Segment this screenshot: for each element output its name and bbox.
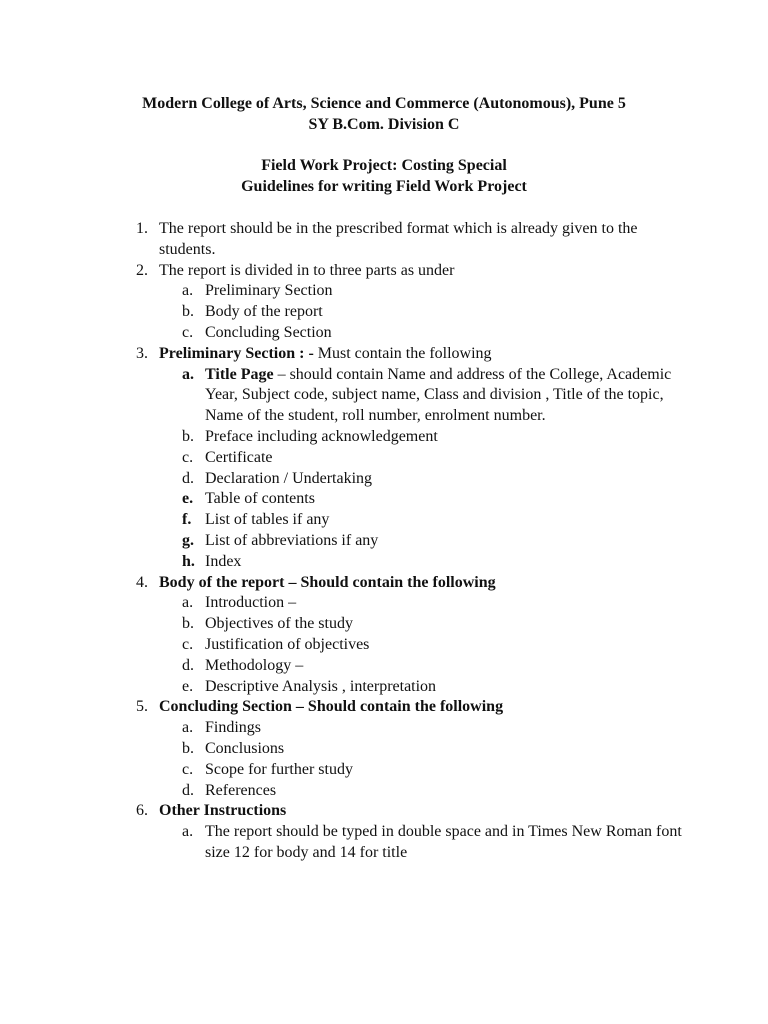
sub-list-text bbox=[205, 323, 696, 344]
sub-list-text bbox=[205, 635, 696, 656]
sub-list bbox=[159, 593, 696, 697]
sub-list-item bbox=[182, 469, 696, 490]
list-number: 6. bbox=[136, 802, 148, 820]
sub-list-item bbox=[182, 635, 696, 656]
sub-list-item bbox=[182, 510, 696, 531]
sub-list-description: Introduction – bbox=[205, 594, 297, 612]
sub-list-letter: b. bbox=[182, 303, 194, 321]
sub-list-letter: g. bbox=[182, 531, 194, 549]
sub-list-letter: e. bbox=[182, 677, 194, 695]
sub-list-letter: c. bbox=[182, 635, 194, 653]
sub-list-item bbox=[182, 760, 696, 781]
sub-list-text bbox=[205, 760, 696, 781]
list-item-description: The report is divided in to three parts as under bbox=[159, 261, 455, 279]
list-item-heading: Preliminary Section : - bbox=[159, 344, 318, 362]
project-title: Field Work Project: Costing Special bbox=[261, 157, 507, 175]
sub-list-text bbox=[205, 510, 696, 531]
sub-list-letter: c. bbox=[182, 448, 194, 466]
sub-list-description: Scope for further study bbox=[205, 760, 353, 778]
sub-list-description: The report should be typed in double space and in Times New Roman font size 12 for body and 14 for title bbox=[205, 823, 682, 861]
sub-list-description: – should contain Name and address of the College, Academic Year, Subject code, subject name, Class and division , Title of the topic, Name of the student, roll number, enrolment number. bbox=[205, 365, 672, 425]
sub-list-description: List of tables if any bbox=[205, 511, 330, 529]
sub-list-letter: a. bbox=[182, 282, 194, 300]
sub-list-item bbox=[182, 677, 696, 698]
sub-list-item bbox=[182, 427, 696, 448]
sub-list-text bbox=[205, 469, 696, 490]
list-item-text bbox=[159, 261, 696, 282]
sub-list-letter: e. bbox=[182, 490, 194, 508]
sub-list-item bbox=[182, 302, 696, 323]
sub-list-description: Index bbox=[205, 552, 242, 570]
sub-list-item bbox=[182, 739, 696, 760]
sub-list-text bbox=[205, 614, 696, 635]
sub-list-text bbox=[205, 281, 696, 302]
list-item bbox=[136, 697, 696, 801]
list-item bbox=[136, 261, 696, 344]
sub-list-description: Preface including acknowledgement bbox=[205, 427, 438, 445]
sub-list-item bbox=[182, 323, 696, 344]
list-item-heading: Body of the report – Should contain the following bbox=[159, 573, 496, 591]
sub-list bbox=[159, 718, 696, 801]
sub-list-text bbox=[205, 718, 696, 739]
sub-list-description: Declaration / Undertaking bbox=[205, 469, 373, 487]
sub-list-description: Preliminary Section bbox=[205, 282, 333, 300]
sub-list bbox=[159, 281, 696, 343]
sub-list-description: Table of contents bbox=[205, 490, 315, 508]
college-name: Modern College of Arts, Science and Commerce (Autonomous), Pune 5 bbox=[142, 95, 626, 112]
sub-list-description: Objectives of the study bbox=[205, 615, 353, 633]
sub-list-text bbox=[205, 739, 696, 760]
sub-list bbox=[159, 822, 696, 864]
sub-list-text bbox=[205, 822, 696, 864]
sub-list-text bbox=[205, 656, 696, 677]
list-item-text bbox=[159, 801, 696, 822]
list-item bbox=[136, 801, 696, 863]
sub-list-letter: b. bbox=[182, 739, 194, 757]
sub-list-text bbox=[205, 302, 696, 323]
list-number: 4. bbox=[136, 573, 148, 591]
sub-list-item bbox=[182, 281, 696, 302]
list-item bbox=[136, 219, 696, 261]
list-item-heading: Concluding Section – Should contain the following bbox=[159, 698, 504, 716]
sub-list-description: References bbox=[205, 781, 277, 799]
sub-list-letter: a. bbox=[182, 594, 194, 612]
sub-list-letter: a. bbox=[182, 365, 194, 383]
list-number: 3. bbox=[136, 344, 148, 362]
sub-list-letter: c. bbox=[182, 760, 194, 778]
sub-list-item bbox=[182, 614, 696, 635]
sub-list-description: Methodology – bbox=[205, 656, 304, 674]
sub-list-letter: a. bbox=[182, 823, 194, 841]
sub-list-text bbox=[205, 448, 696, 469]
sub-list-letter: c. bbox=[182, 323, 194, 341]
guidelines-list bbox=[136, 219, 696, 864]
sub-list-item bbox=[182, 448, 696, 469]
sub-list-item bbox=[182, 656, 696, 677]
sub-list-text bbox=[205, 489, 696, 510]
list-item-description: Must contain the following bbox=[317, 344, 492, 362]
sub-list-text bbox=[205, 781, 696, 802]
class-division: SY B.Com. Division C bbox=[308, 115, 460, 133]
sub-list-item bbox=[182, 365, 696, 427]
sub-list-letter: d. bbox=[182, 656, 194, 674]
guidelines-title: Guidelines for writing Field Work Project bbox=[241, 178, 527, 196]
sub-list-description: List of abbreviations if any bbox=[205, 531, 379, 549]
sub-list-item bbox=[182, 531, 696, 552]
sub-list-letter: d. bbox=[182, 469, 194, 487]
list-number: 2. bbox=[136, 261, 148, 279]
list-item bbox=[136, 344, 696, 573]
list-number: 5. bbox=[136, 698, 148, 716]
sub-list bbox=[159, 365, 696, 573]
sub-list-text bbox=[205, 677, 696, 698]
sub-list-description: Concluding Section bbox=[205, 323, 332, 341]
list-item-text bbox=[159, 697, 696, 718]
sub-list-description: Body of the report bbox=[205, 303, 323, 321]
sub-list-text bbox=[205, 593, 696, 614]
list-item-text bbox=[159, 219, 696, 261]
sub-list-item bbox=[182, 718, 696, 739]
sub-list-text bbox=[205, 365, 696, 427]
sub-list-item bbox=[182, 781, 696, 802]
list-item-description: The report should be in the prescribed format which is already given to the students. bbox=[159, 220, 638, 258]
list-item-text bbox=[159, 573, 696, 594]
sub-list-description: Findings bbox=[205, 719, 262, 737]
sub-list-description: Justification of objectives bbox=[205, 635, 370, 653]
sub-list-item bbox=[182, 593, 696, 614]
sub-list-description: Certificate bbox=[205, 448, 273, 466]
sub-list-letter: f. bbox=[182, 511, 192, 529]
sub-list-letter: a. bbox=[182, 719, 194, 737]
sub-list-letter: h. bbox=[182, 552, 195, 570]
list-item-heading: Other Instructions bbox=[159, 802, 287, 820]
document-header bbox=[0, 94, 768, 198]
sub-list-item bbox=[182, 822, 696, 864]
sub-list-item bbox=[182, 552, 696, 573]
sub-list-text bbox=[205, 531, 696, 552]
sub-list-item bbox=[182, 489, 696, 510]
sub-list-text bbox=[205, 552, 696, 573]
list-item bbox=[136, 573, 696, 698]
sub-list-description: Descriptive Analysis , interpretation bbox=[205, 677, 437, 695]
list-number: 1. bbox=[136, 220, 148, 237]
sub-list-description: Conclusions bbox=[205, 739, 285, 757]
sub-list-letter: b. bbox=[182, 427, 194, 445]
sub-list-letter: b. bbox=[182, 615, 194, 633]
sub-list-heading: Title Page bbox=[205, 365, 274, 383]
sub-list-letter: d. bbox=[182, 781, 194, 799]
list-item-text bbox=[159, 344, 696, 365]
sub-list-text bbox=[205, 427, 696, 448]
